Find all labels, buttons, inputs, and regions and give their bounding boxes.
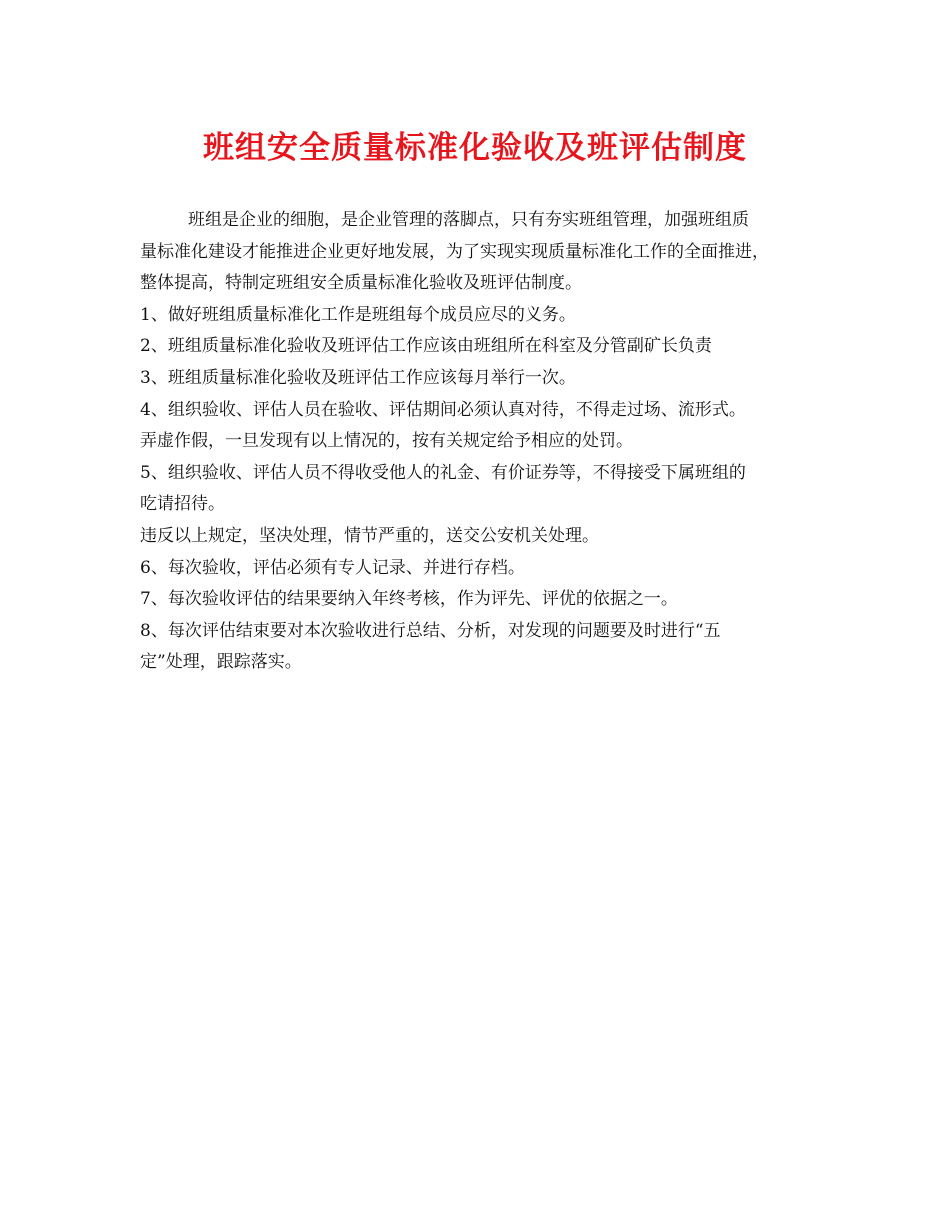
paragraph-intro-line-2: 量标准化建设才能推进企业更好地发展，为了实现实现质量标准化工作的全面推进， [140, 241, 769, 262]
rule-item-3: 3、班组质量标准化验收及班评估工作应该每月举行一次。 [140, 367, 576, 388]
document-title: 班组安全质量标准化验收及班评估制度 [203, 130, 747, 166]
rule-item-2: 2、班组质量标准化验收及班评估工作应该由班组所在科室及分管副矿长负责 [140, 336, 712, 357]
document-body [140, 205, 830, 679]
rule-item-4-line-2: 弄虚作假，一旦发现有以上情况的，按有关规定给予相应的处罚。 [140, 431, 633, 452]
rule-item-5-line-1: 5、组织验收、评估人员不得收受他人的礼金、有价证券等，不得接受下属班组的 [140, 462, 746, 483]
rule-item-4-line-1: 4、组织验收、评估人员在验收、评估期间必须认真对待，不得走过场、流形式。 [140, 399, 746, 420]
rule-item-1: 1、做好班组质量标准化工作是班组每个成员应尽的义务。 [140, 304, 576, 325]
paragraph-intro-line-1: 班组是企业的细胞，是企业管理的落脚点，只有夯实班组管理，加强班组质 [188, 210, 749, 230]
paragraph-intro-line-3: 整体提高，特制定班组安全质量标准化验收及班评估制度。 [140, 273, 582, 294]
violation-note: 违反以上规定，坚决处理，情节严重的，送交公安机关处理。 [140, 525, 599, 546]
rule-item-6: 6、每次验收，评估必须有专人记录、并进行存档。 [140, 557, 525, 578]
rule-item-5-line-2: 吃请招待。 [140, 494, 225, 515]
rule-item-8-line-2: 定”处理，跟踪落实。 [140, 652, 302, 673]
rule-item-8-line-1: 8、每次评估结束要对本次验收进行总结、分析，对发现的问题要及时进行“五 [140, 620, 721, 641]
rule-item-7: 7、每次验收评估的结果要纳入年终考核，作为评先、评优的依据之一。 [140, 589, 678, 610]
